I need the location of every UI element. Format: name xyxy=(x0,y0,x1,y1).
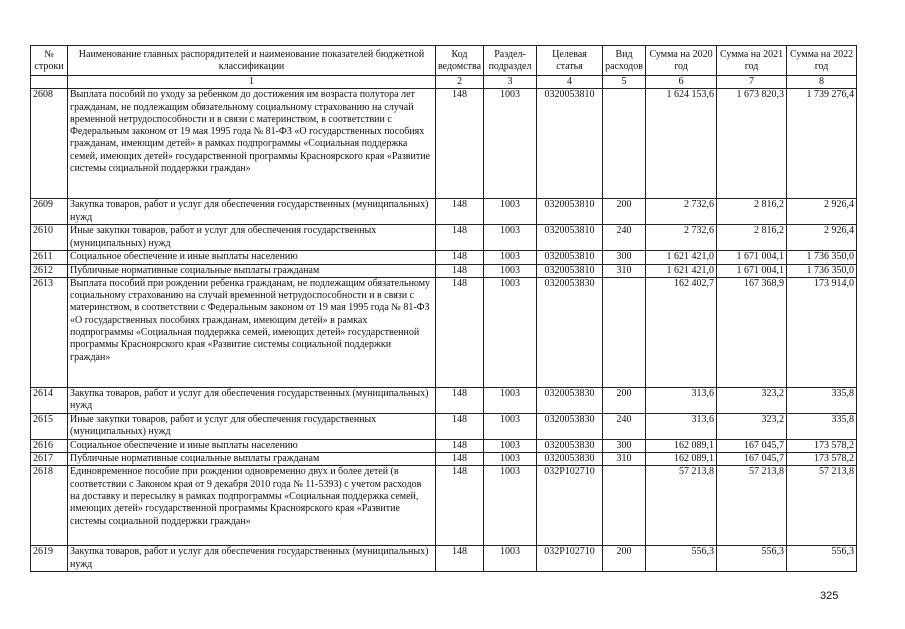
row-code: 148 xyxy=(436,387,484,413)
row-section: 1003 xyxy=(484,251,537,264)
row-sum-2020: 57 213,8 xyxy=(646,466,717,546)
row-name: Иные закупки товаров, работ и услуг для обеспечения государственных (муниципальных) нужд xyxy=(68,413,436,439)
row-sum-2020: 162 089,1 xyxy=(646,453,717,466)
row-target: 0320053830 xyxy=(537,277,603,387)
row-sum-2022: 173 578,2 xyxy=(787,439,857,452)
row-sum-2022: 556,3 xyxy=(787,546,857,572)
row-type: 300 xyxy=(603,439,646,452)
row-target: 032P102710 xyxy=(537,466,603,546)
column-index: 5 xyxy=(603,76,646,89)
row-section: 1003 xyxy=(484,387,537,413)
row-section: 1003 xyxy=(484,413,537,439)
row-type xyxy=(603,466,646,546)
table-row xyxy=(31,225,857,251)
row-code: 148 xyxy=(436,439,484,452)
row-name: Социальное обеспечение и иные выплаты населению xyxy=(68,251,436,264)
row-number: 2614 xyxy=(31,387,68,413)
column-index: 3 xyxy=(484,76,537,89)
row-target: 0320053810 xyxy=(537,251,603,264)
header-name: Наименование главных распорядителей и наименование показателей бюджетной классификации xyxy=(68,46,436,76)
table-row xyxy=(31,453,857,466)
row-number: 2610 xyxy=(31,225,68,251)
row-code: 148 xyxy=(436,225,484,251)
row-sum-2022: 1 736 350,0 xyxy=(787,251,857,264)
row-sum-2022: 335,8 xyxy=(787,387,857,413)
row-number: 2619 xyxy=(31,546,68,572)
row-type: 310 xyxy=(603,264,646,277)
row-sum-2022: 57 213,8 xyxy=(787,466,857,546)
row-sum-2021: 167 045,7 xyxy=(717,453,787,466)
row-sum-2021: 556,3 xyxy=(717,546,787,572)
table-row xyxy=(31,466,857,546)
row-section: 1003 xyxy=(484,277,537,387)
row-number: 2613 xyxy=(31,277,68,387)
row-target: 0320053810 xyxy=(537,199,603,225)
row-section: 1003 xyxy=(484,466,537,546)
page-number: 325 xyxy=(820,590,839,602)
row-section: 1003 xyxy=(484,89,537,199)
row-section: 1003 xyxy=(484,264,537,277)
row-number: 2616 xyxy=(31,439,68,452)
table-row xyxy=(31,277,857,387)
header-sum-2022: Сумма на 2022 год xyxy=(787,46,857,76)
table-row xyxy=(31,413,857,439)
row-name: Закупка товаров, работ и услуг для обеспечения государственных (муниципальных) нужд xyxy=(68,546,436,572)
column-index: 6 xyxy=(646,76,717,89)
row-name: Иные закупки товаров, работ и услуг для обеспечения государственных (муниципальных) нужд xyxy=(68,225,436,251)
budget-table xyxy=(30,45,857,572)
row-sum-2021: 1 673 820,3 xyxy=(717,89,787,199)
row-sum-2021: 1 671 004,1 xyxy=(717,264,787,277)
row-sum-2020: 313,6 xyxy=(646,387,717,413)
row-sum-2021: 57 213,8 xyxy=(717,466,787,546)
row-section: 1003 xyxy=(484,439,537,452)
row-sum-2021: 167 368,9 xyxy=(717,277,787,387)
row-code: 148 xyxy=(436,251,484,264)
row-type xyxy=(603,277,646,387)
row-code: 148 xyxy=(436,89,484,199)
table-row xyxy=(31,546,857,572)
row-number: 2618 xyxy=(31,466,68,546)
row-name: Закупка товаров, работ и услуг для обеспечения государственных (муниципальных) нужд xyxy=(68,199,436,225)
row-sum-2022: 1 736 350,0 xyxy=(787,264,857,277)
table-row xyxy=(31,264,857,277)
row-code: 148 xyxy=(436,264,484,277)
row-type: 200 xyxy=(603,546,646,572)
row-code: 148 xyxy=(436,199,484,225)
row-type: 300 xyxy=(603,251,646,264)
column-index xyxy=(31,76,68,89)
header-code: Код ведомства xyxy=(436,46,484,76)
row-target: 0320053830 xyxy=(537,413,603,439)
row-target: 0320053830 xyxy=(537,387,603,413)
row-sum-2020: 162 402,7 xyxy=(646,277,717,387)
row-name: Социальное обеспечение и иные выплаты населению xyxy=(68,439,436,452)
row-number: 2615 xyxy=(31,413,68,439)
table-row xyxy=(31,439,857,452)
row-sum-2021: 167 045,7 xyxy=(717,439,787,452)
row-sum-2020: 2 732,6 xyxy=(646,225,717,251)
column-index-row xyxy=(31,76,857,89)
header-type: Вид расходов xyxy=(603,46,646,76)
row-sum-2022: 2 926,4 xyxy=(787,199,857,225)
header-num: № строки xyxy=(31,46,68,76)
row-target: 0320053830 xyxy=(537,453,603,466)
row-name: Публичные нормативные социальные выплаты гражданам xyxy=(68,453,436,466)
row-sum-2020: 1 621 421,0 xyxy=(646,251,717,264)
row-target: 0320053810 xyxy=(537,225,603,251)
row-number: 2609 xyxy=(31,199,68,225)
header-target: Целевая статья xyxy=(537,46,603,76)
table-row xyxy=(31,251,857,264)
row-sum-2020: 556,3 xyxy=(646,546,717,572)
row-number: 2611 xyxy=(31,251,68,264)
row-sum-2020: 162 089,1 xyxy=(646,439,717,452)
row-section: 1003 xyxy=(484,199,537,225)
column-index: 1 xyxy=(68,76,436,89)
row-type xyxy=(603,89,646,199)
column-index: 8 xyxy=(787,76,857,89)
table-row xyxy=(31,89,857,199)
row-code: 148 xyxy=(436,546,484,572)
row-name: Публичные нормативные социальные выплаты гражданам xyxy=(68,264,436,277)
column-index: 4 xyxy=(537,76,603,89)
row-sum-2020: 1 624 153,6 xyxy=(646,89,717,199)
header-row xyxy=(31,46,857,76)
row-section: 1003 xyxy=(484,225,537,251)
row-number: 2612 xyxy=(31,264,68,277)
header-section: Раздел-подраздел xyxy=(484,46,537,76)
row-type: 240 xyxy=(603,413,646,439)
row-sum-2021: 323,2 xyxy=(717,413,787,439)
row-sum-2020: 313,6 xyxy=(646,413,717,439)
row-sum-2022: 2 926,4 xyxy=(787,225,857,251)
row-sum-2021: 2 816,2 xyxy=(717,225,787,251)
row-sum-2020: 1 621 421,0 xyxy=(646,264,717,277)
row-code: 148 xyxy=(436,277,484,387)
row-sum-2020: 2 732,6 xyxy=(646,199,717,225)
row-number: 2608 xyxy=(31,89,68,199)
table-row xyxy=(31,387,857,413)
row-type: 240 xyxy=(603,225,646,251)
row-type: 200 xyxy=(603,199,646,225)
column-index: 7 xyxy=(717,76,787,89)
row-sum-2022: 1 739 276,4 xyxy=(787,89,857,199)
row-type: 310 xyxy=(603,453,646,466)
row-code: 148 xyxy=(436,413,484,439)
row-sum-2021: 2 816,2 xyxy=(717,199,787,225)
table-row xyxy=(31,199,857,225)
row-sum-2021: 323,2 xyxy=(717,387,787,413)
row-name: Выплата пособий при рождении ребенка гражданам, не подлежащим обязательному социальному страхованию на случай временной нетрудоспособности и в связи с материнством, в соответствии с Федеральным законом от 19 мая 1995 года № 81-ФЗ «О государственных пособиях гражданам, имеющим детей» в рамках подпрограммы «Социальная поддержка семей, имеющих детей» государственной программы Красноярского края «Развитие системы социальной поддержки граждан» xyxy=(68,277,436,387)
row-target: 0320053810 xyxy=(537,89,603,199)
row-section: 1003 xyxy=(484,546,537,572)
row-sum-2022: 335,8 xyxy=(787,413,857,439)
row-target: 0320053830 xyxy=(537,439,603,452)
row-name: Закупка товаров, работ и услуг для обеспечения государственных (муниципальных) нужд xyxy=(68,387,436,413)
column-index: 2 xyxy=(436,76,484,89)
row-code: 148 xyxy=(436,466,484,546)
row-number: 2617 xyxy=(31,453,68,466)
row-section: 1003 xyxy=(484,453,537,466)
header-sum-2021: Сумма на 2021 год xyxy=(717,46,787,76)
row-sum-2022: 173 578,2 xyxy=(787,453,857,466)
row-sum-2022: 173 914,0 xyxy=(787,277,857,387)
row-name: Единовременное пособие при рождении одновременно двух и более детей (в соответствии с Законом края от 9 декабря 2010 года № 11-5393) с учетом расходов на доставку и пересылку в рамках подпрограммы «Социальная поддержка семей, имеющих детей» государственной программы Красноярского края «Развитие системы социальной поддержки граждан» xyxy=(68,466,436,546)
header-sum-2020: Сумма на 2020 год xyxy=(646,46,717,76)
row-sum-2021: 1 671 004,1 xyxy=(717,251,787,264)
row-target: 0320053810 xyxy=(537,264,603,277)
row-target: 032P102710 xyxy=(537,546,603,572)
row-name: Выплата пособий по уходу за ребенком до достижения им возраста полутора лет гражданам, не подлежащим обязательному социальному страхованию на случай временной нетрудоспособности и в связи с материнством, в соответствии с Федеральным законом от 19 мая 1995 года № 81-ФЗ «О государственных пособиях гражданам, имеющим детей» в рамках подпрограммы «Социальная поддержка семей, имеющих детей» государственной программы Красноярского края «Развитие системы социальной поддержки граждан» xyxy=(68,89,436,199)
row-type: 200 xyxy=(603,387,646,413)
row-code: 148 xyxy=(436,453,484,466)
